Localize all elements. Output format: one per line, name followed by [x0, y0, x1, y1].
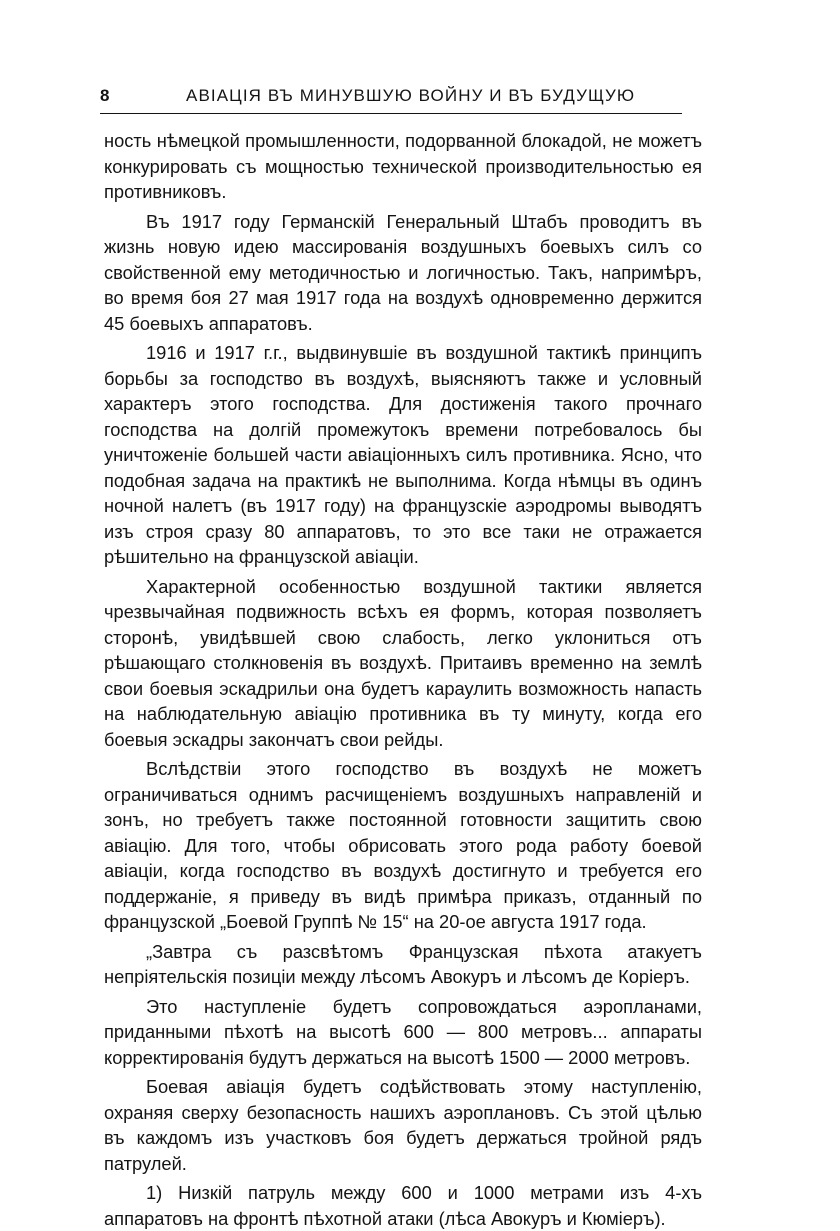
body-text — [104, 128, 702, 1231]
page-number: 8 — [100, 86, 110, 105]
quoted-order-paragraph: Боевая авіація будетъ содѣйствовать этому наступленію, охраняя сверху безопасность нашихъ аэроплановъ. Съ этой цѣлью въ каждомъ изъ участковъ боя будетъ держаться тройной рядъ патрулей. — [104, 1076, 702, 1174]
running-head — [100, 86, 682, 110]
quoted-order-paragraph: 1) Низкій патруль между 600 и 1000 метрами изъ 4-хъ аппаратовъ на фронтѣ пѣхотной атаки (лѣса Авокуръ и Кюміеръ). — [104, 1182, 702, 1229]
paragraph-continuation: ность нѣмецкой промышленности, подорванной блокадой, не можетъ конкурировать съ мощностью технической производительностью ея противниковъ. — [104, 130, 702, 202]
quoted-order-paragraph: Это наступленіе будетъ сопровождаться аэропланами, приданными пѣхотѣ на высотѣ 600 — 800 метровъ... аппараты корректированія будутъ держаться на высотѣ 1500 — 2000 метровъ. — [104, 995, 702, 1068]
running-title: АВІАЦІЯ ВЪ МИНУВШУЮ ВОЙНУ И ВЪ БУДУЩУЮ — [186, 86, 636, 105]
paragraph: Характерной особенностью воздушной тактики является чрезвычайная подвижность всѣхъ ея формъ, которая позволяетъ сторонѣ, увидѣвшей свою слабость, легко уклониться отъ рѣшающаго столкновенія въ воздухѣ. Притаивъ временно на землѣ свои боевыя эскадрильи она будетъ караулить возможность напасть на наблюдательную авіацію противника въ ту минуту, когда его боевыя эскадры закончатъ свои рейды. — [104, 575, 702, 750]
paragraph: 1916 и 1917 г.г., выдвинувшіе въ воздушной тактикѣ принципъ борьбы за господство въ воздухѣ, выясняютъ также и условный характеръ этого господства. Для достиженія такого прочнаго господства на долгій промежутокъ времени потребовалось бы уничтоженіе большей части авіаціонныхъ силъ противника. Ясно, что подобная задача на практикѣ не выполнима. Когда нѣмцы въ одинъ ночной налетъ (въ 1917 году) на французскіе аэродромы выводятъ изъ строя сразу 80 аппаратовъ, то это все таки не отражается рѣшительно на французской авіаціи. — [104, 342, 702, 567]
paragraph: Въ 1917 году Германскій Генеральный Штабъ проводитъ въ жизнь новую идею массированія воздушныхъ боевыхъ силъ со свойственной ему методичностью и логичностью. Такъ, напримѣръ, во время боя 27 мая 1917 года на воздухѣ одновременно держится 45 боевыхъ аппаратовъ. — [104, 210, 702, 334]
quoted-order-paragraph: „Завтра съ разсвѣтомъ Французская пѣхота атакуетъ непріятельскія позиціи между лѣсомъ Авокуръ и лѣсомъ де Коріеръ. — [104, 940, 702, 987]
header-rule — [100, 113, 682, 114]
paragraph: Вслѣдствіи этого господство въ воздухѣ не можетъ ограничиваться однимъ расчищеніемъ воздушныхъ направленій и зонъ, но требуетъ также постоянной готовности защитить свою авіацію. Для того, чтобы обрисовать этого рода работу боевой авіаціи, когда господство въ воздухѣ достигнуто и требуется его поддержаніе, я приведу въ видѣ примѣра приказъ, отданный по французской „Боевой Группѣ № 15“ на 20-ое августа 1917 года. — [104, 758, 702, 932]
